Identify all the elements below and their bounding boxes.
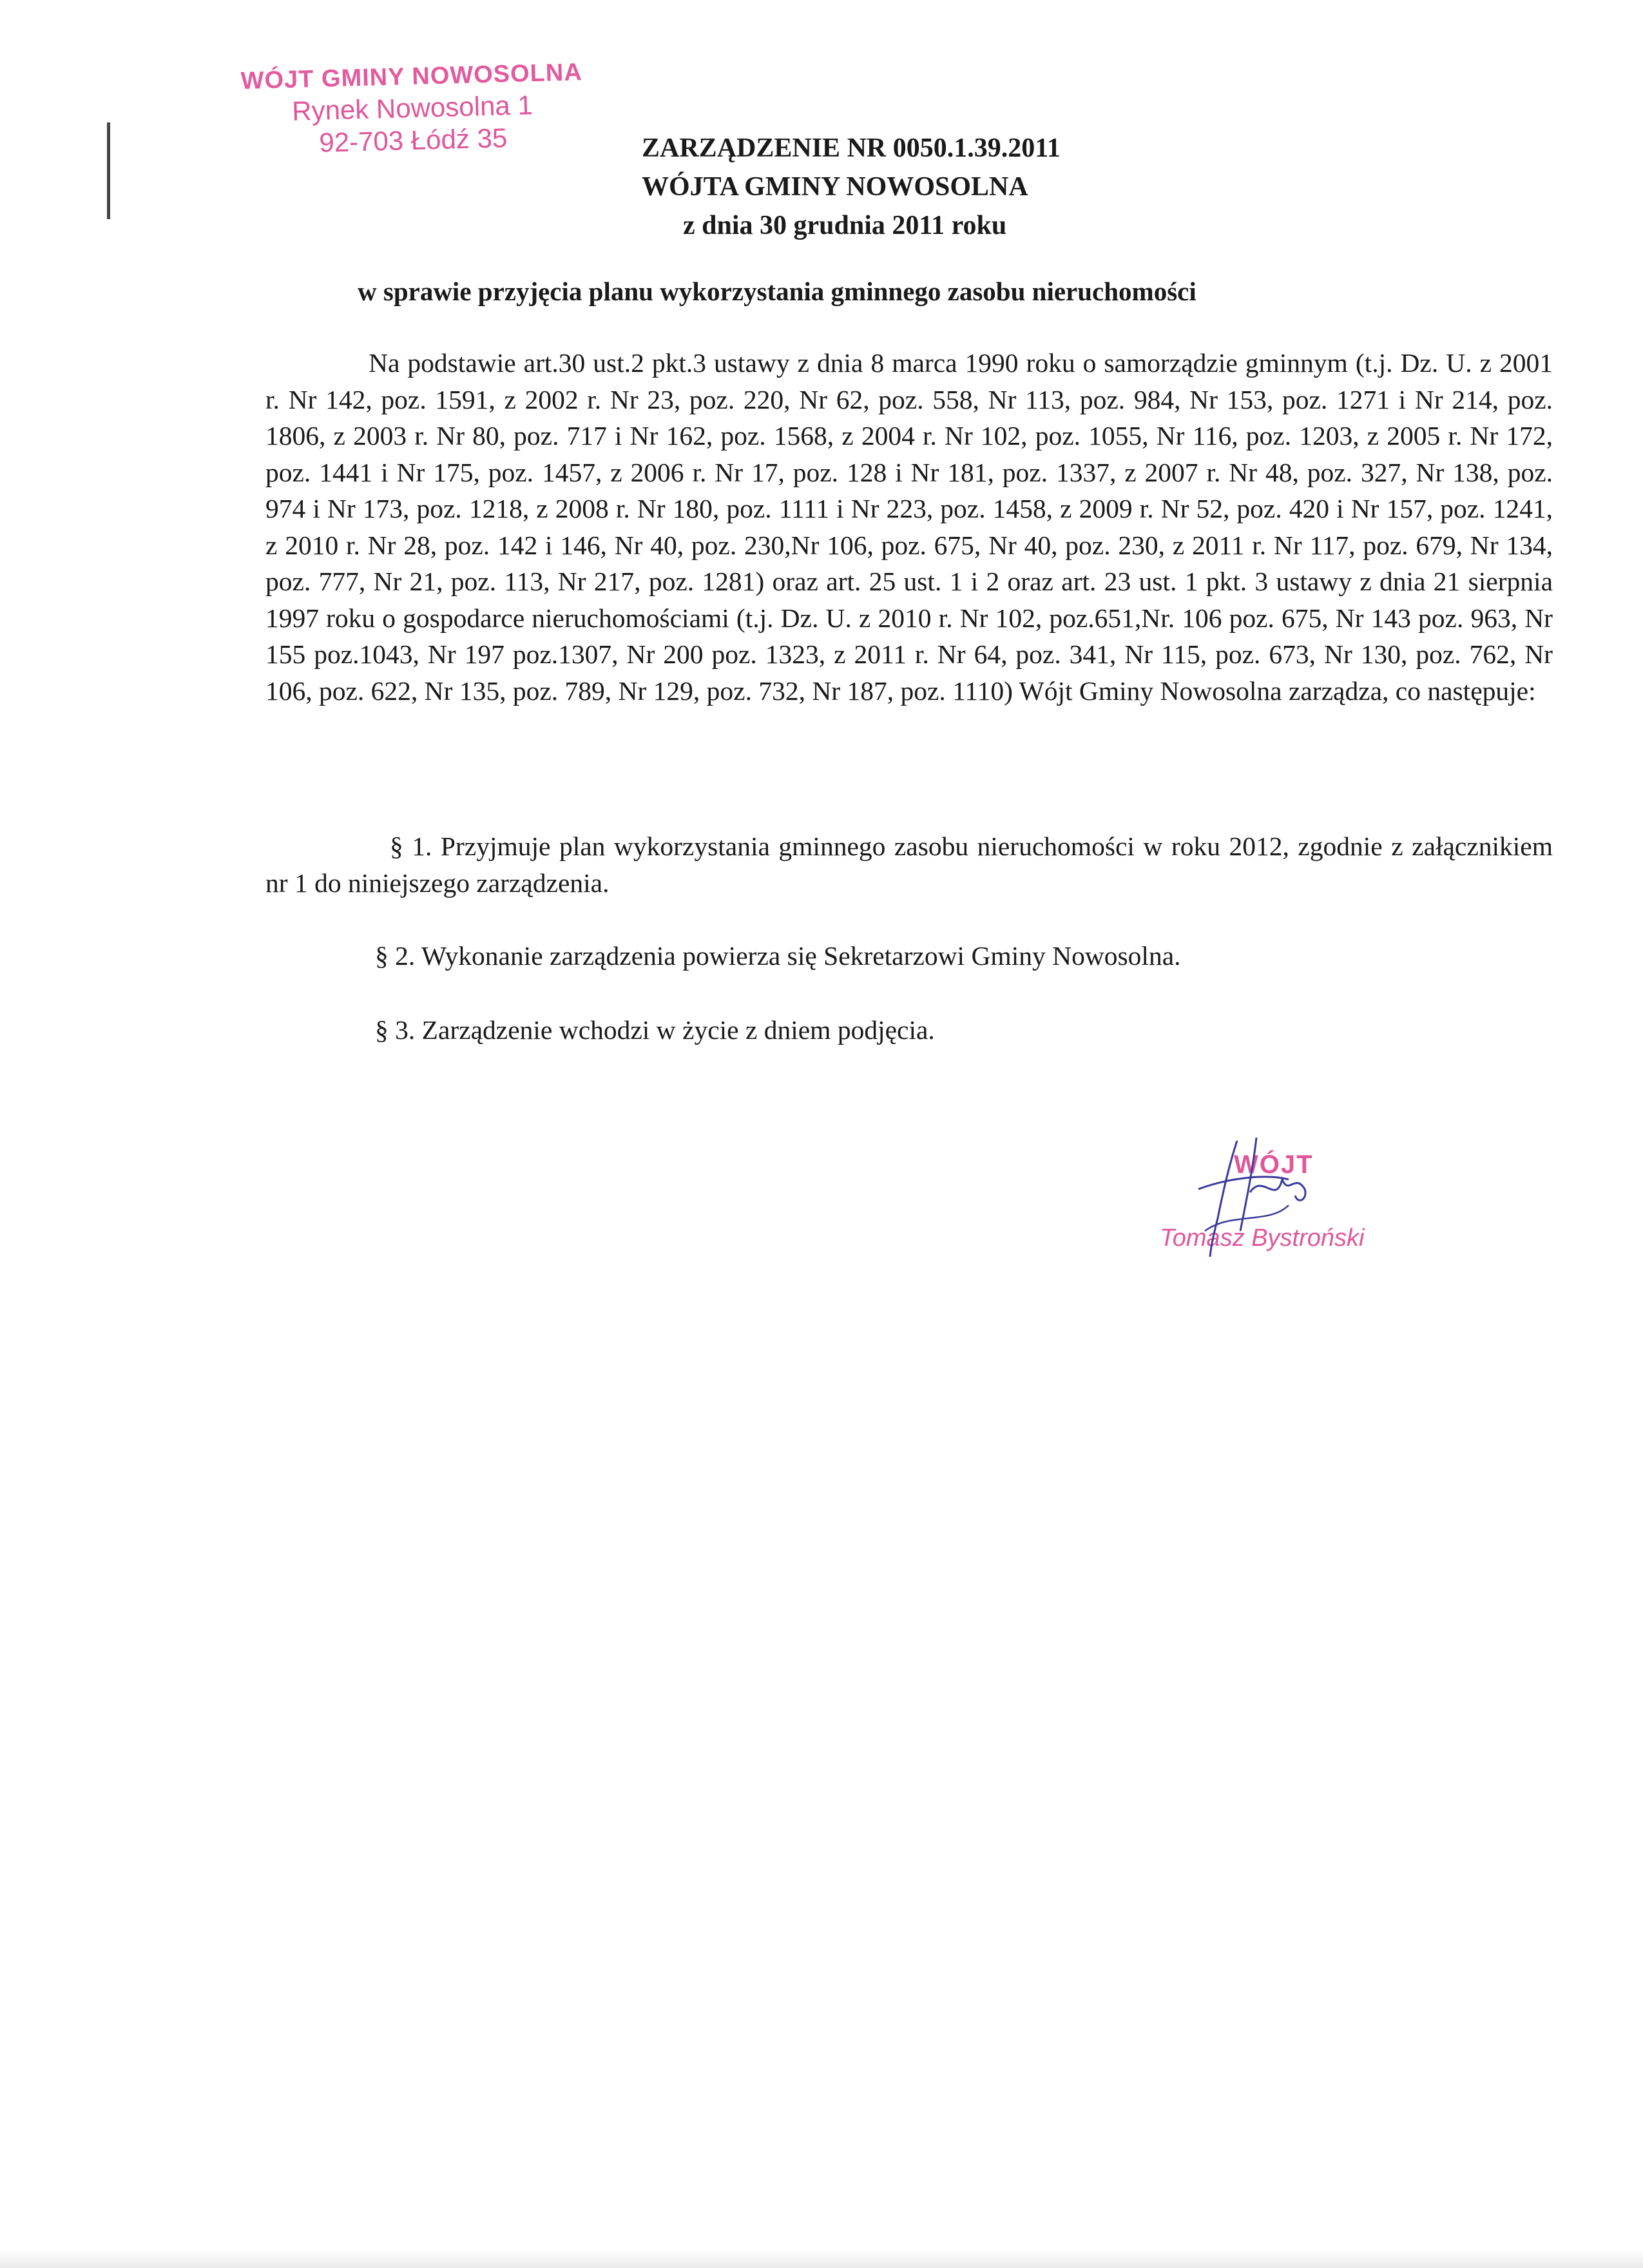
ordinance-date: z dnia 30 grudnia 2011 roku — [683, 211, 1007, 240]
stamp-line-street: Rynek Nowosolna 1 — [291, 90, 533, 126]
paragraph-1: § 1. Przyjmuje plan wykorzystania gminnego zasobu nieruchomości w roku 2012, zgodnie z załącznikiem nr 1 do niniejszego zarządzenia. — [265, 831, 1553, 898]
paragraph-2: § 2. Wykonanie zarządzenia powierza się Sekretarzowi Gminy Nowosolna. — [375, 941, 1181, 971]
legal-basis-paragraph: Na podstawie art.30 ust.2 pkt.3 ustawy z dnia 8 marca 1990 roku o samorządzie gminnym (t.j. Dz. U. z 2001 r. Nr 142, poz. 1591, z 2002 r. Nr 23, poz. 220, Nr 62, poz. 558, Nr 113, poz. 984, Nr 153, poz. 1271 i Nr 214, poz. 1806, z 2003 r. Nr 80, poz. 717 i Nr 162, poz. 1568, z 2004 r. Nr 102, poz. 1055, Nr 116, poz. 1203, z 2005 r. Nr 172, poz. 1441 i Nr 175, poz. 1457, z 2006 r. Nr 17, poz. 128 i Nr 181, poz. 1337, z 2007 r. Nr 48, poz. 327, Nr 138, poz. 974 i Nr 173, poz. 1218, z 2008 r. Nr 180, poz. 1111 i Nr 223, poz. 1458, z 2009 r. Nr 52, poz. 420 i Nr 157, poz. 1241, z 2010 r. Nr 28, poz. 142 i 146, Nr 40, poz. 230,Nr 106, poz. 675, Nr 40, poz. 230, z 2011 r. Nr 117, poz. 679, Nr 134, poz. 777, Nr 21, poz. 113, Nr 217, poz. 1281) oraz art. 25 ust. 1 i 2 oraz art. 23 ust. 1 pkt. 3 ustawy z dnia 21 sierpnia 1997 roku o gospodarce nieruchomościami (t.j. Dz. U. z 2010 r. Nr 102, poz.651,Nr. 106 poz. 675, Nr 143 poz. 963, Nr 155 poz.1043, Nr 197 poz.1307, Nr 200 poz. 1323, z 2011 r. Nr 64, poz. 341, Nr 115, poz. 673, Nr 130, poz. 762, Nr 106, poz. 622, Nr 135, poz. 789, Nr 129, poz. 732, Nr 187, poz. 1110) Wójt Gminy Nowosolna zarządza, co następuje: — [265, 348, 1553, 706]
scan-margin-mark — [107, 122, 110, 219]
document-header — [631, 129, 1147, 245]
ordinance-number: ZARZĄDZENIE NR 0050.1.39.2011 — [642, 133, 1061, 163]
stamp-line-office: WÓJT GMINY NOWOSOLNA — [240, 59, 583, 95]
signature-title: WÓJT — [1234, 1150, 1314, 1179]
office-stamp — [231, 57, 594, 162]
paragraph-3: § 3. Zarządzenie wchodzi w życie z dniem podjęcia. — [375, 1015, 935, 1045]
signatory-name: Tomasz Bystroński — [1160, 1225, 1365, 1252]
handwritten-signature — [1192, 1134, 1334, 1263]
issuing-authority: WÓJTA GMINY NOWOSOLNA — [642, 172, 1028, 202]
scan-bottom-edge — [0, 2249, 1643, 2268]
signature-block — [1153, 1134, 1424, 1276]
ordinance-subject: w sprawie przyjęcia planu wykorzystania gminnego zasobu nieruchomości — [358, 276, 1196, 306]
stamp-line-postal: 92-703 Łódź 35 — [318, 122, 508, 158]
